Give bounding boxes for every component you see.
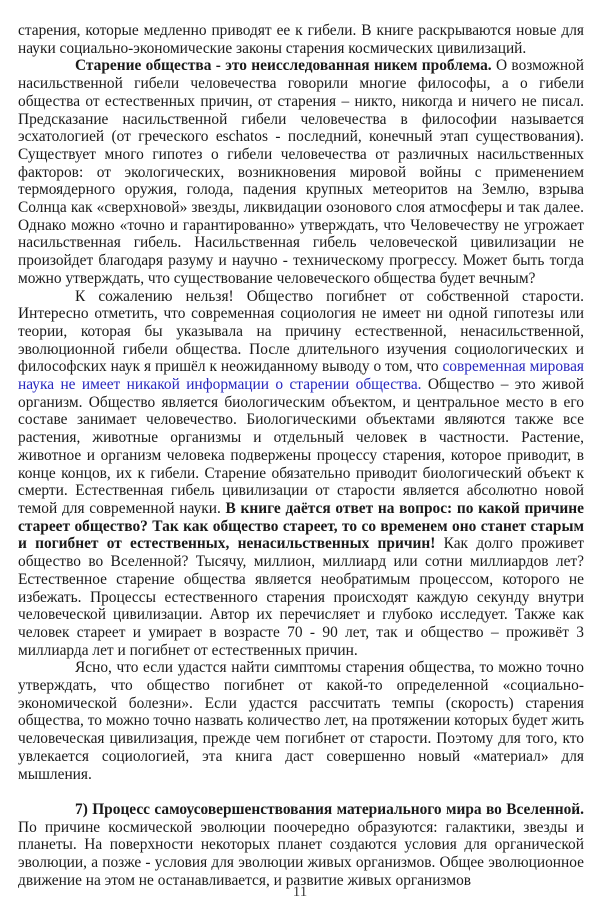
bold-text-run: В книге даётся ответ на вопрос: по какой причине стареет общество? Так как общество стареет, то со временем оно станет старым и погибнет от естественных, ненасильственных причин!	[18, 499, 584, 553]
body-text-run: Общество – это живой организм. Общество является биологическим объектом, и центральное место в его составе занимает человечество. Биологическими объектами являются также все растения, животные организмы и отдельный человек в частности. Растение, животное и организм человека подвержены процессу старения, которое приводит, в конце концов, их к гибели. Старение обязательно приводит биологический объект к смерти. Естественная гибель цивилизации от старости является абсолютно новой темой для современной науки.	[18, 376, 584, 517]
body-text-run: К сожалению нельзя! Общество погибнет от собственной старости. Интересно отметить, что современная социология не имеет ни одной гипотезы или теории, которая бы указывала на причину естественной, ненасильственной, эволюционной гибели общества. После длительного изучения социологических и философских наук я пришёл к неожиданному выводу о том, что	[18, 287, 584, 376]
paragraph-2	[18, 57, 584, 287]
emphasis-blue-text: современная мировая наука не имеет никакой информации о старении общества.	[18, 358, 584, 394]
page-number: 11	[292, 884, 308, 900]
paragraph-3	[18, 288, 584, 660]
paragraph-1	[18, 22, 584, 57]
bold-text-run: Старение общества - это неисследованная никем проблема.	[75, 57, 496, 75]
body-text-run: Как долго проживет общество во Вселенной? Тысячу, миллион, миллиард или сотни миллиардов лет? Естественное старение общества является необратимым процессом, которого не избежать. Процессы естественного старения происходят каждую секунду внутри человеческой цивилизации. Автор их перечисляет и глубоко исследует. Также как человек стареет и умирает в возрасте 70 - 90 лет, так и общество – проживёт 3 миллиарда лет и погибнет от естественных причин.	[18, 535, 584, 659]
paragraph-4	[18, 659, 584, 783]
paragraph-5	[18, 801, 584, 890]
body-text-run: О возможной насильственной гибели человечества говорили многие философы, а о гибели общества от естественных причин, от старения – никто, никогда и ничего не писал. Предсказание насильственной гибели человечества в философии называется эсхатологией (от греческого eschatos - последний, конечный этап существования). Существует много гипотез о гибели человечества от различных насильственных факторов: от экологических, возникновения мировой войны с применением термоядерного оружия, голода, падения крупных метеоритов на Землю, взрыва Солнца как «сверхновой» звезды, ликвидации озонового слоя атмосферы и так далее. Однако можно «точно и гарантированно» утверждать, что Человечеству не угрожает насильственная гибель. Насильственная гибель человеческой цивилизации не произойдет благодаря разуму и научно - техническому прогрессу. Может быть тогда можно утверждать, что существование человеческого общества будет вечным?	[18, 57, 584, 287]
body-text-run: По причине космической эволюции поочередно образуются: галактики, звезды и планеты. На поверхности некоторых планет создаются условия для органической эволюции, а позже - условия для эволюции живых организмов. Общее эволюционное движение на этом не останавливается, и развитие живых организмов	[18, 818, 584, 889]
body-text-run: Ясно, что если удастся найти симптомы старения общества, то можно точно утверждать, что общество погибнет от какой-то определенной «социально-экономической болезни». Если удастся рассчитать темпы (скорость) старения общества, то можно точно назвать количество лет, на протяжении которых будет жить человеческая цивилизация, прежде чем погибнет от старости. Поэтому для того, кто увлекается социологией, эта книга даст совершенно новый «материал» для мышления.	[18, 659, 584, 783]
bold-text-run: 7) Процесс самоусовершенствования материального мира во Вселенной.	[75, 800, 584, 818]
document-text	[18, 22, 584, 889]
body-text-run: старения, которые медленно приводят ее к гибели. В книге раскрываются новые для науки социально-экономические законы старения космических цивилизаций.	[18, 22, 584, 57]
